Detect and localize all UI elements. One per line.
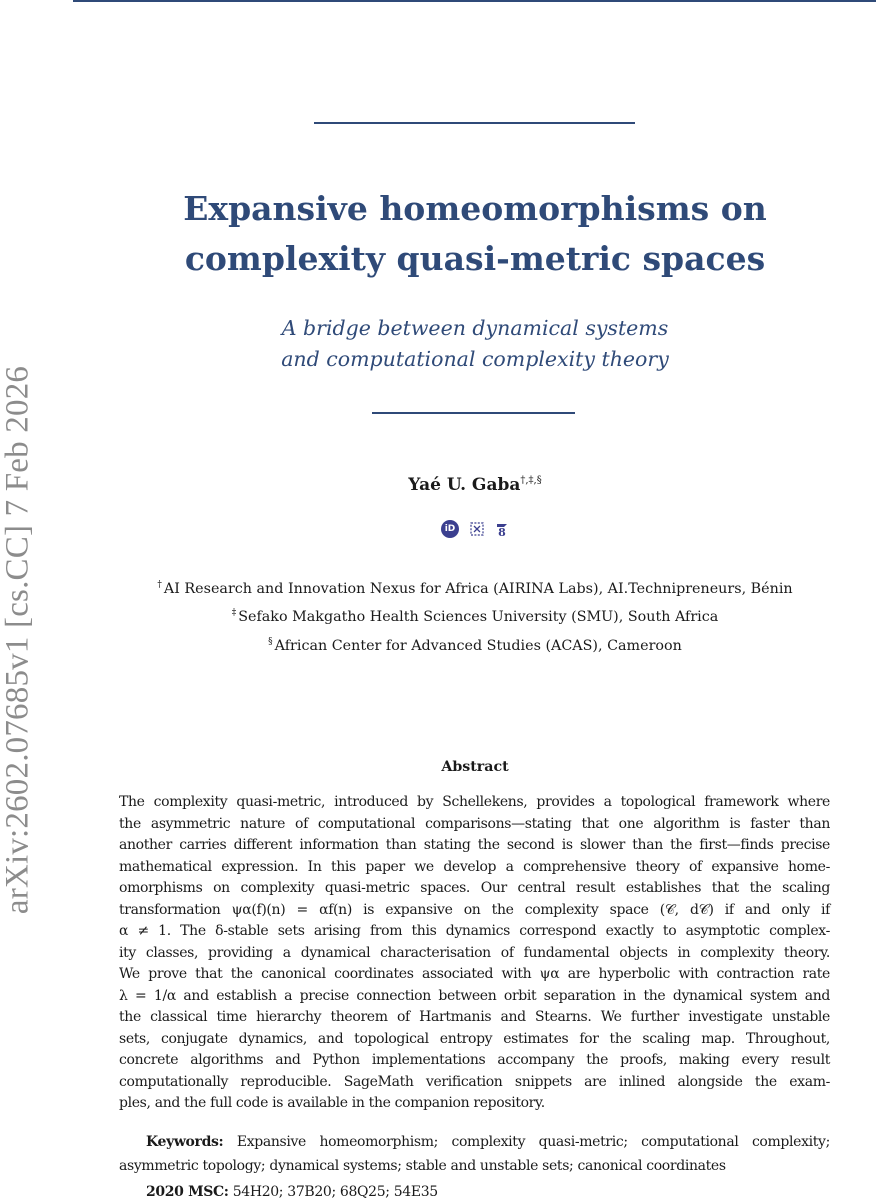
affiliation-mark: ‡	[231, 608, 237, 618]
scholar-icon-label: 8	[498, 526, 506, 537]
keywords-text: Expansive homeomorphism; complexity quasi-metric; computational complexity;	[236, 1134, 830, 1150]
author-line	[120, 468, 830, 498]
affiliation-mark: §	[268, 637, 273, 647]
paper-subtitle	[120, 313, 830, 375]
title-rule-top	[314, 122, 635, 124]
affiliation-text: Sefako Makgatho Health Sciences University (SMU), South Africa	[238, 609, 719, 625]
abstract-line: ity classes, providing a dynamical characterisation of fundamental objects in complexity theory.	[119, 944, 830, 961]
author-links	[441, 519, 509, 539]
subtitle-line: A bridge between dynamical systems	[281, 316, 669, 340]
title-rule-bottom	[372, 412, 575, 414]
abstract-line: sets, conjugate dynamics, and topological entropy estimates for the scaling map. Throughout,	[119, 1030, 830, 1047]
keywords-line: asymmetric topology; dynamical systems; stable and unstable sets; canonical coordinates	[119, 1158, 726, 1174]
abstract-line: computationally reproducible. SageMath verification snippets are inlined alongside the exam-	[119, 1073, 830, 1090]
paper-title	[120, 184, 830, 284]
scholar-icon[interactable]	[495, 521, 509, 537]
title-line: complexity quasi-metric spaces	[184, 239, 766, 278]
abstract-line: omorphisms on complexity quasi-metric spaces. Our central result establishes that the scaling	[119, 880, 830, 896]
affiliation-text: AI Research and Innovation Nexus for Africa (AIRINA Labs), AI.Technipreneurs, Bénin	[163, 581, 793, 597]
abstract-line: λ = 1/α and establish a precise connection between orbit separation in the dynamical system and	[119, 987, 830, 1004]
abstract-line: The complexity quasi-metric, introduced by Schellekens, provides a topological framework where	[119, 794, 830, 810]
researchgate-icon[interactable]	[470, 522, 484, 536]
abstract-line: another carries different information than stating the second is slower than the first—finds precise	[119, 837, 830, 853]
keywords-label: Keywords:	[146, 1134, 224, 1150]
subtitle-line: and computational complexity theory	[281, 347, 669, 371]
arxiv-sidebar	[0, 350, 38, 930]
abstract-line: transformation ψα(f)(n) = αf(n) is expansive on the complexity space (𝒞, d𝒞) if and only if	[119, 901, 830, 918]
author-marks: †,‡,§	[520, 475, 542, 486]
abstract-body	[119, 792, 830, 1115]
abstract-line: ples, and the full code is available in the companion repository.	[119, 1095, 545, 1111]
title-line: Expansive homeomorphisms on	[183, 189, 767, 228]
keywords-line	[119, 1130, 830, 1154]
affiliation-mark: †	[157, 580, 162, 590]
msc-label: 2020 MSC:	[146, 1184, 229, 1200]
abstract-line: concrete algorithms and Python implementations accompany the proofs, making every result	[119, 1052, 830, 1068]
abstract-line: the classical time hierarchy theorem of Hartmanis and Stearns. We further investigate unstable	[119, 1009, 830, 1025]
keywords-block	[119, 1130, 830, 1178]
abstract-line: α ≠ 1. The δ-stable sets arising from this dynamics correspond exactly to asymptotic complex-	[119, 923, 830, 939]
abstract-heading: Abstract	[441, 759, 509, 775]
affiliation-1	[120, 575, 830, 599]
abstract-line: We prove that the canonical coordinates associated with ψα are hyperbolic with contraction rate	[119, 966, 830, 982]
affiliation-2	[120, 603, 830, 627]
orcid-icon[interactable]: iD	[441, 520, 459, 538]
msc-codes: 54H20; 37B20; 68Q25; 54E35	[232, 1184, 438, 1200]
abstract-line: mathematical expression. In this paper we develop a comprehensive theory of expansive home-	[119, 858, 830, 875]
abstract-line: the asymmetric nature of computational comparisons—stating that one algorithm is faster than	[119, 815, 830, 832]
affiliation-text: African Center for Advanced Studies (ACAS), Cameroon	[274, 638, 682, 654]
arxiv-identifier[interactable]: arXiv:2602.07685v1 [cs.CC] 7 Feb 2026	[0, 365, 36, 915]
affiliation-3	[120, 632, 830, 656]
msc-line	[146, 1180, 438, 1204]
header-rule	[73, 0, 876, 2]
author-name: Yaé U. Gaba	[408, 475, 521, 495]
